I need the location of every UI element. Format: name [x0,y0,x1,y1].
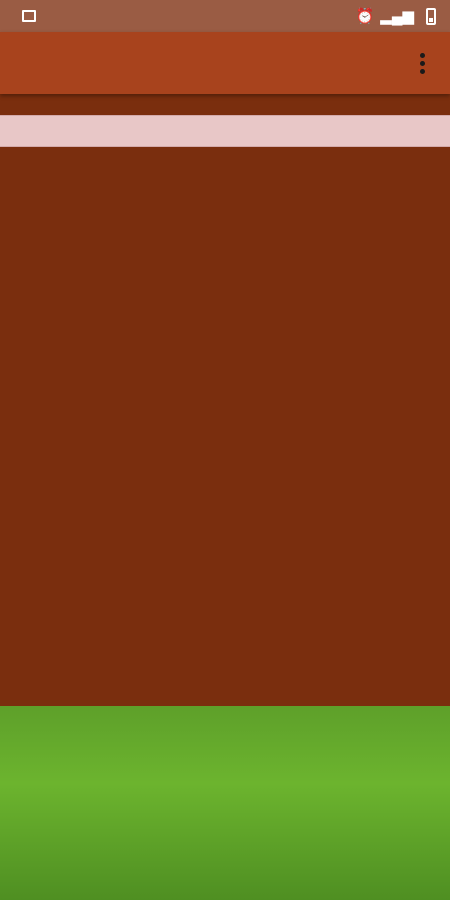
status-bar [0,0,450,32]
alarm-icon: ⏰ [355,8,375,25]
keyboard-emoji-row [0,746,450,778]
soft-keyboard [0,706,450,900]
signal-icon: ▂▄▆ [380,8,414,25]
battery-icon [426,8,436,25]
keyboard-suggestion-bar [0,706,450,742]
keyboard-row-1 [0,785,450,817]
status-right [356,7,436,25]
overflow-menu-icon[interactable] [410,48,434,78]
image-notification-icon [22,10,36,22]
keyboard-row-2 [0,824,450,856]
song-search-input[interactable] [12,116,450,146]
app-bar [0,32,450,94]
search-bar [0,115,450,147]
keyboard-row-3 [0,863,450,895]
